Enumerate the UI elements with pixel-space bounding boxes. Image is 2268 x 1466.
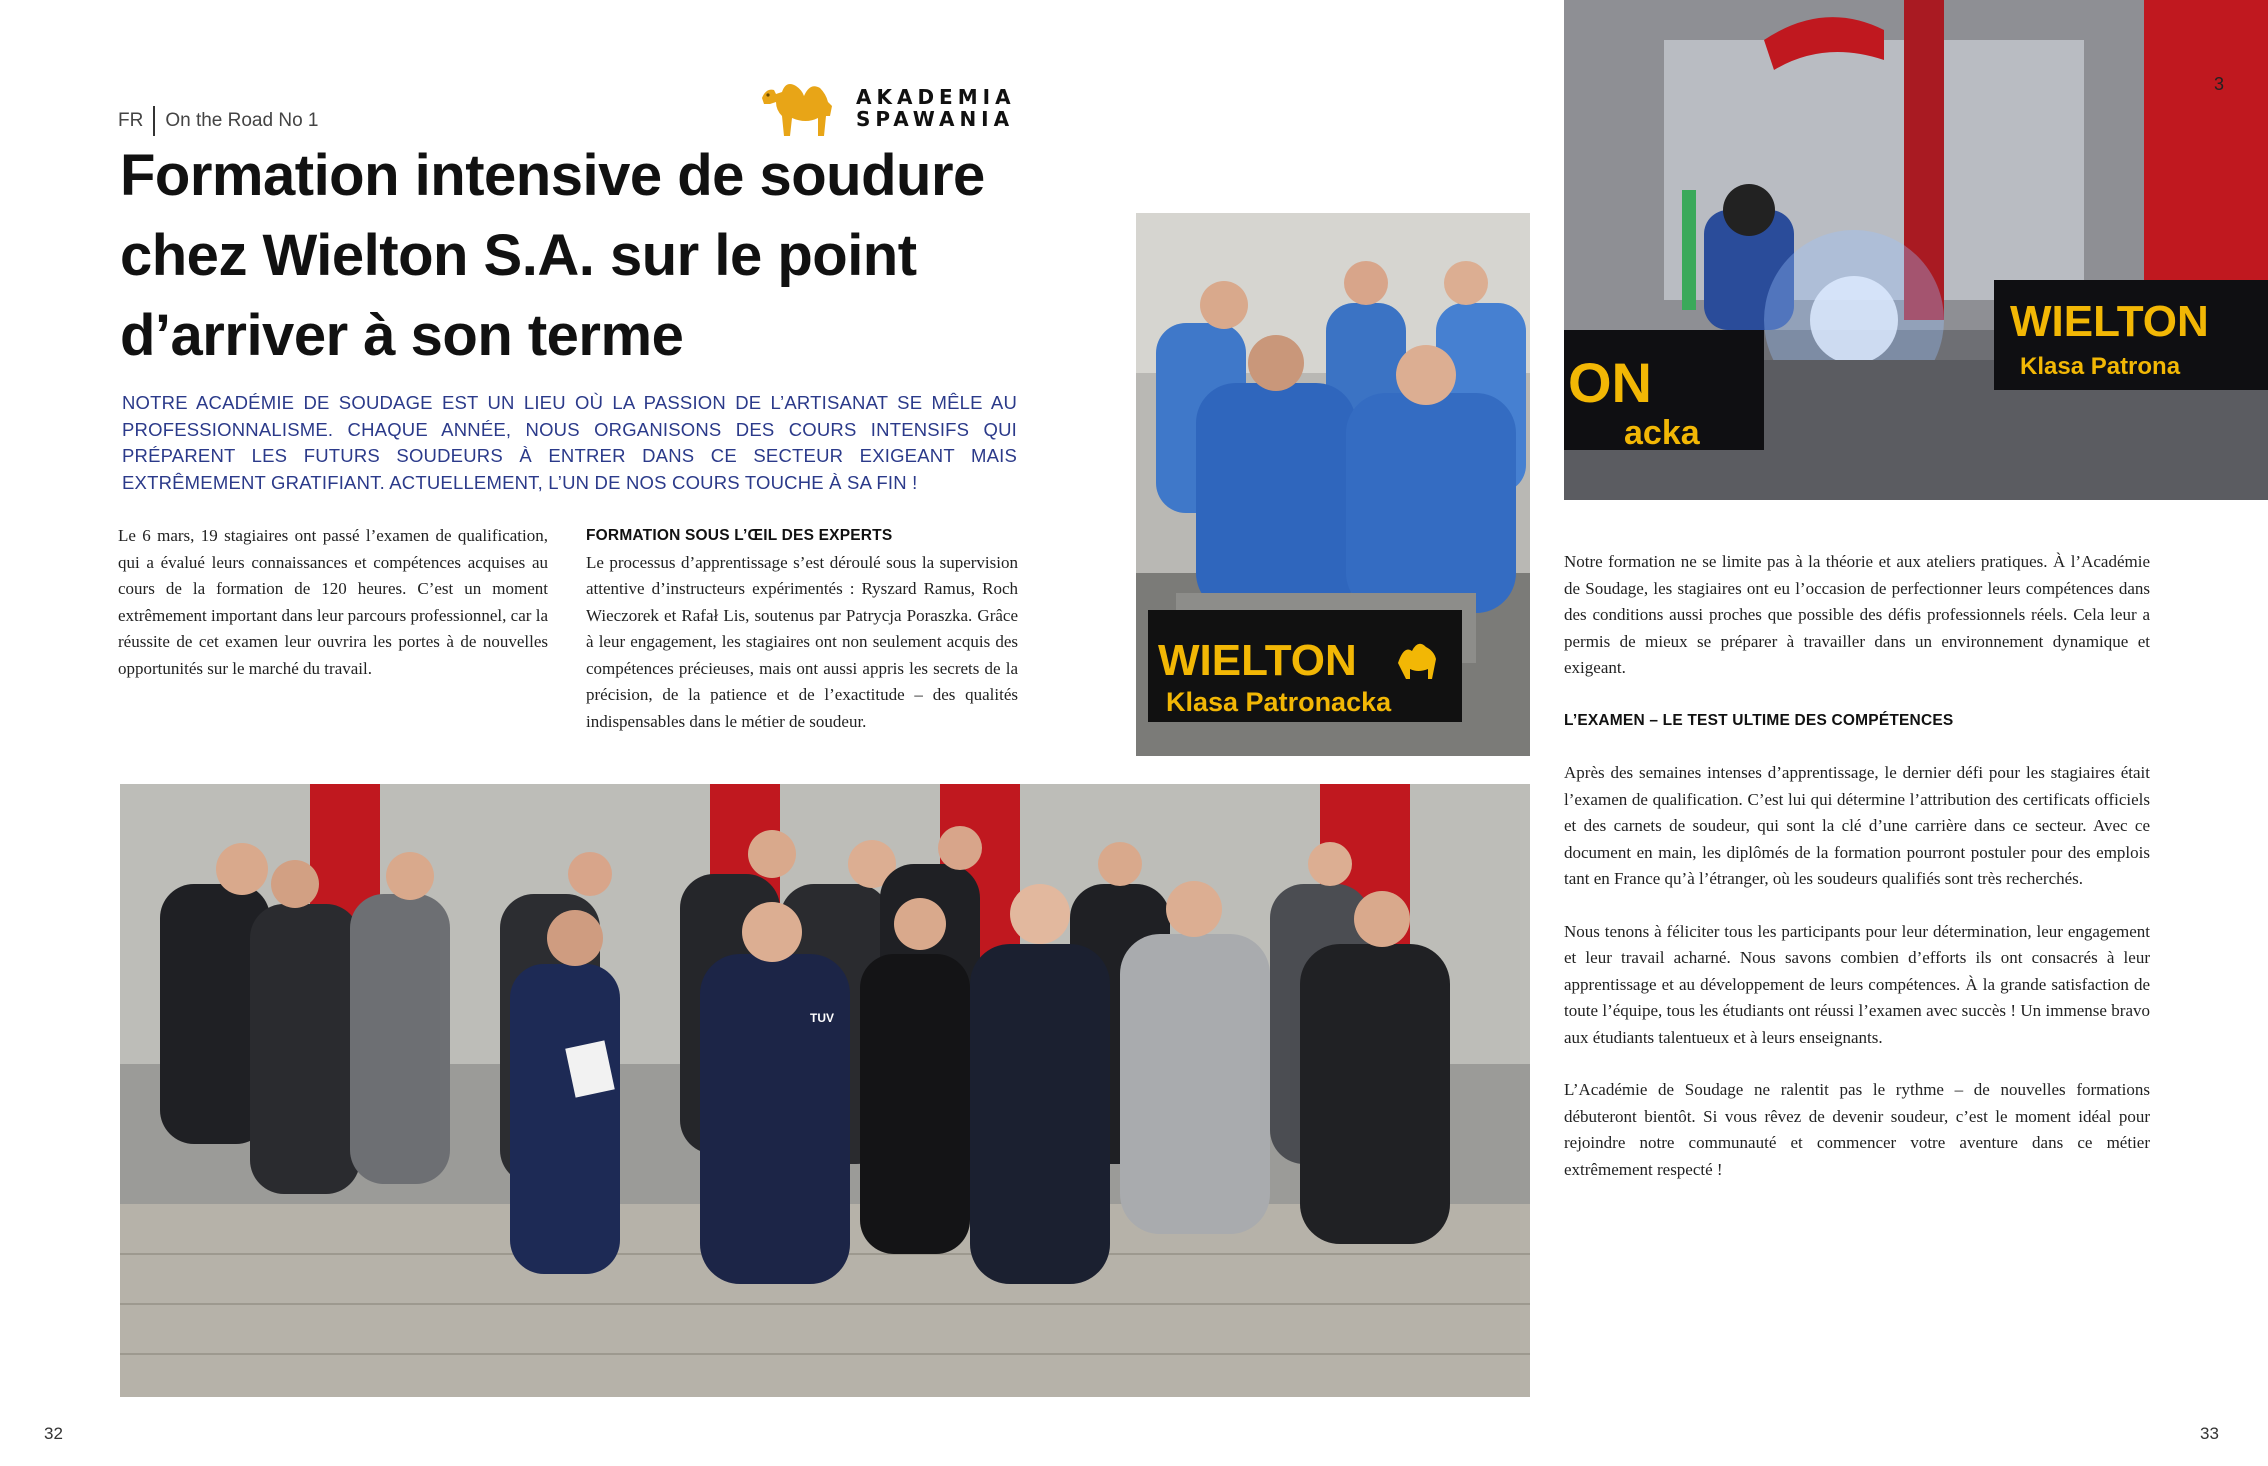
camel-icon [756, 76, 842, 140]
article-headline [120, 136, 1040, 376]
wall-sign: 3 [2214, 74, 2225, 94]
logo-line-1: AKADEMIA [856, 85, 1016, 109]
page-number-right: 33 [2200, 1424, 2219, 1443]
trainees-banner-photo [1136, 213, 1530, 756]
series-label: On the Road No 1 [165, 110, 319, 131]
banner-word-right: WIELTON [2010, 297, 2209, 346]
kicker-divider [153, 106, 155, 136]
jacket-brand: TUV [810, 1011, 834, 1025]
group-photo-art [120, 784, 1530, 1397]
banner-sub: Klasa Patronacka [1166, 687, 1392, 717]
page-number-left: 32 [44, 1424, 63, 1443]
right-column [1564, 549, 2150, 1183]
headline-line-2: chez Wielton S.A. sur le point [120, 223, 917, 288]
banner-word: WIELTON [1158, 636, 1357, 685]
section-kicker [118, 106, 318, 136]
trainee-figures [1156, 261, 1526, 663]
welder-photo [1564, 0, 2268, 500]
middle-paragraph-1: Le processus d’apprentissage s’est déroulé sous la supervision attentive d’instructeurs expérimentés : Ryszard Ramus, Roch Wieczorek et Rafał Lis, soutenus par Patrycja Poraszka. Grâce à leur engagement, les stagiaires ont non seulement acquis des compétences précieuses, mais ont aussi appris les secrets de la précision, de la patience et de l’exactitude – des qualités indispensables dans le métier de soudeur. [586, 552, 1018, 731]
group-photo [120, 784, 1530, 1397]
right-paragraph-2: Après des semaines intenses d’apprentissage, le dernier défi pour les stagiaires était l’examen de qualification. C’est lui qui détermine l’attribution des certificats officiels et des carnets de soudeur, qui sont la clé d’une carrière dans ce secteur. Avec ce document en main, les diplômés de la formation pourront postuler pour des emplois tant en France qu’à l’étranger, où les soudeurs qualifiés sont très recherchés. [1564, 763, 2150, 888]
language-tag: FR [118, 110, 144, 131]
article-intro: NOTRE ACADÉMIE DE SOUDAGE EST UN LIEU OÙ LA PASSION DE L’ARTISANAT SE MÊLE AU PROFESSIONNALISME. CHAQUE ANNÉE, NOUS ORGANISONS DES COURS INTENSIFS QUI PRÉPARENT LES FUTURS SOUDEURS À ENTRER DANS CE SECTEUR EXIGEANT MAIS EXTRÊMEMENT GRATIFIANT. ACTUELLEMENT, L’UN DE NOS COURS TOUCHE À SA FIN ! [122, 392, 1017, 493]
right-paragraph-4: L’Académie de Soudage ne ralentit pas le rythme – de nouvelles formations débuteront bientôt. Si vous rêvez de devenir soudeur, c’est le moment idéal pour rejoindre notre communauté et commencer votre aventure dans ce métier extrêmement respecté ! [1564, 1080, 2150, 1179]
left-column [118, 523, 548, 682]
welding-curtain [2144, 0, 2268, 300]
banner-word-crop: ON [1568, 351, 1652, 414]
welder-photo-art [1564, 0, 2268, 500]
logo-line-2: SPAWANIA [856, 107, 1015, 131]
akademia-spawania-logo [756, 76, 1016, 140]
banner-sub-right: Klasa Patrona [2020, 353, 2181, 380]
right-paragraph-1: Notre formation ne se limite pas à la théorie et aux ateliers pratiques. À l’Académie de Soudage, les stagiaires ont eu l’occasion de perfectionner leurs compétences dans des conditions aussi proches que possible des défis professionnels réels. Cela leur a permis de mieux se préparer à travailler dans un environnement dynamique et exigeant. [1564, 552, 2150, 677]
left-paragraph-1: Le 6 mars, 19 stagiaires ont passé l’examen de qualification, qui a évalué leurs connaissances et compétences acquises au cours de la formation de 120 heures. C’est un moment extrêmement important dans leur parcours professionnel, car la réussite de cet examen leur ouvrira les portes à de nouvelles opportunités sur le marché du travail. [118, 526, 548, 678]
middle-subhead: FORMATION SOUS L’ŒIL DES EXPERTS [586, 527, 893, 544]
right-paragraph-3: Nous tenons à féliciter tous les participants pour leur détermination, leur engagement et leur travail acharné. Nous savons combien d’efforts ils ont consacrés à leur apprentissage et au développement de leurs compétences. À la grande satisfaction de toute l’équipe, tous les étudiants ont réussi l’examen avec succès ! Un immense bravo aux étudiants talentueux et à leurs enseignants. [1564, 921, 2150, 1047]
right-subhead: L’EXAMEN – LE TEST ULTIME DES COMPÉTENCES [1564, 711, 1954, 729]
headline-line-3: d’arriver à son terme [120, 303, 684, 368]
trainees-photo-art [1136, 213, 1530, 756]
middle-column [586, 523, 1018, 735]
headline-line-1: Formation intensive de soudure [120, 143, 985, 208]
banner-sub-crop: acka [1624, 414, 1700, 452]
